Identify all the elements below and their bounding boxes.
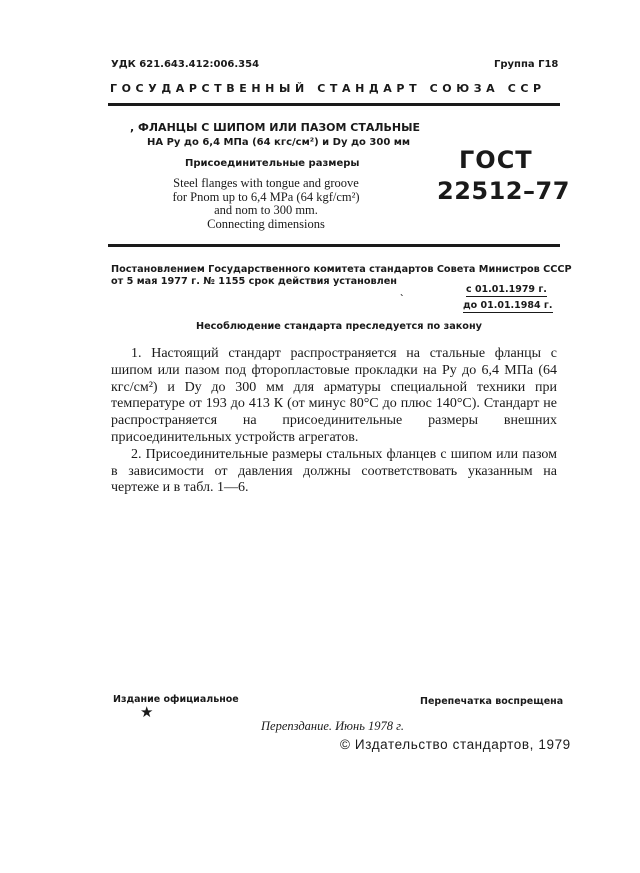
effective-from bbox=[466, 284, 547, 295]
official-edition: Издание официальное bbox=[113, 694, 239, 705]
title-en bbox=[160, 177, 372, 231]
paragraph-2: 2. Присоединительные размеры стальных фланцев с шипом или пазом в зависимости от давления должны соответствовать указанным на чертеже и в табл. 1—6. bbox=[111, 446, 557, 496]
print-info: Перепздание. Июнь 1978 г. bbox=[261, 719, 404, 733]
effective-from-text: с 01.01.1979 г. bbox=[466, 284, 547, 295]
title-ru-subtitle: Присоединительные размеры bbox=[185, 158, 360, 169]
title-en-line4: Connecting dimensions bbox=[207, 216, 325, 231]
title-en-line3: and nom to 300 mm. bbox=[214, 203, 318, 217]
group-code: Группа Г18 bbox=[494, 59, 559, 70]
reprint-prohibited: Перепечатка воспрещена bbox=[420, 696, 564, 707]
title-ru-line1: , ФЛАНЦЫ С ШИПОМ ИЛИ ПАЗОМ СТАЛЬНЫЕ bbox=[130, 121, 421, 134]
stray-mark: ˎ bbox=[400, 287, 405, 297]
title-en-line1: Steel flanges with tongue and groove bbox=[173, 176, 359, 190]
copyright: © Издательство стандартов, 1979 bbox=[340, 737, 571, 752]
title-ru-line2: НА Pу до 6,4 МПа (64 кгс/см²) и Dу до 300 мм bbox=[147, 137, 411, 148]
effective-to bbox=[463, 300, 553, 311]
decree-line2: от 5 мая 1977 г. № 1155 срок действия установлен bbox=[111, 276, 397, 287]
decree-line1: Постановлением Государственного комитета стандартов Совета Министров СССР bbox=[111, 264, 572, 275]
body-text bbox=[111, 346, 557, 497]
paragraph-1: 1. Настоящий стандарт распространяется на стальные фланцы с шипом или пазом под фторопластовые прокладки на Pу до 6,4 МПа (64 кгс/см²) и Dу до 300 мм для арматуры специальной техники при температуре от 193 до 413 К (от минус 80°С до плюс 140°С). Стандарт не распространяется на присоединительные размеры внешних присоединительных устройств агрегатов. bbox=[111, 346, 557, 445]
effective-to-text: до 01.01.1984 г. bbox=[463, 300, 553, 311]
title-en-line2: for Pnom up to 6,4 MPa (64 kgf/cm²) bbox=[172, 189, 360, 204]
star-icon: ★ bbox=[140, 705, 154, 721]
standard-heading: ГОСУДАРСТВЕННЫЙ СТАНДАРТ СОЮЗА ССР bbox=[110, 82, 546, 95]
middle-divider bbox=[108, 244, 560, 247]
law-notice: Несоблюдение стандарта преследуется по закону bbox=[196, 321, 482, 332]
udk-code: УДК 621.643.412:006.354 bbox=[111, 59, 260, 70]
gost-number: 22512–77 bbox=[437, 177, 570, 205]
gost-label: ГОСТ bbox=[459, 146, 533, 174]
top-divider bbox=[108, 103, 560, 106]
